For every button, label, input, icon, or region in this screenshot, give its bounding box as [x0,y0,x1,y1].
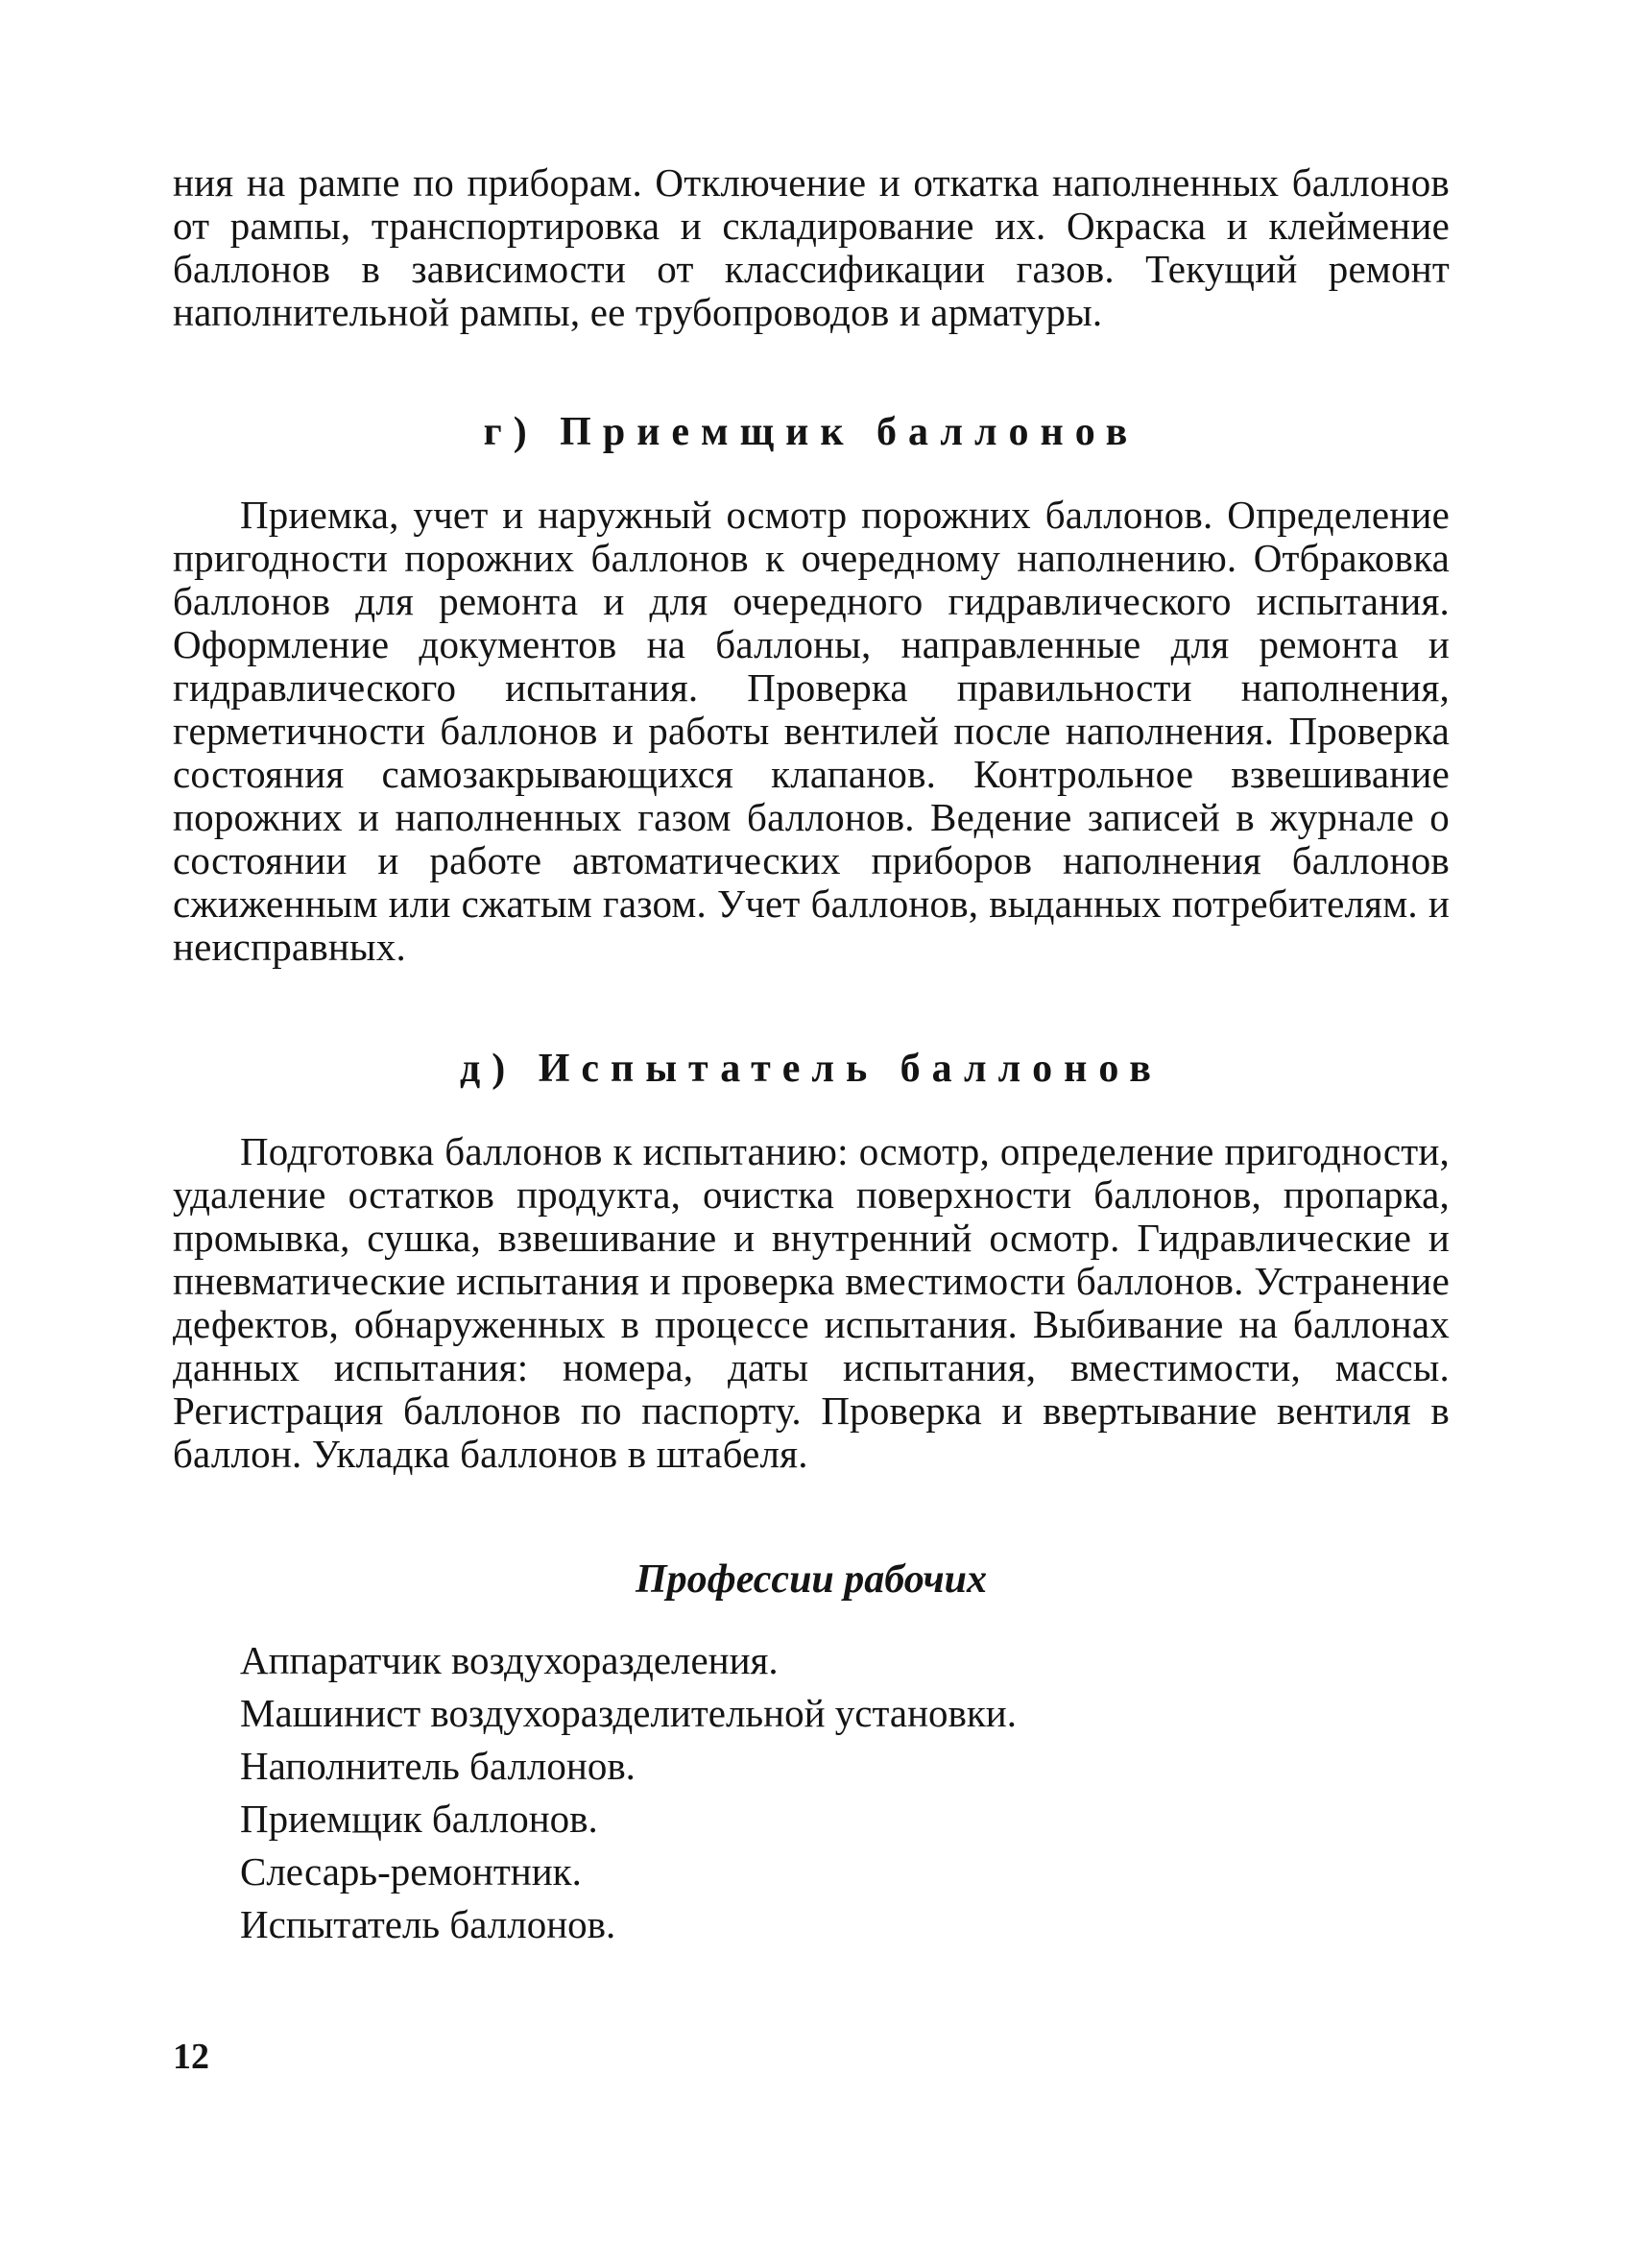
section-heading-tester: д) Испытатель баллонов [460,1047,1163,1091]
profession-item: Испытатель баллонов. [240,1902,616,1946]
intro-paragraph: ния на рампе по приборам. Отключение и откатка наполненных баллонов от рампы, транспортировка и складирование их. Окраска и клеймение баллонов в зависимости от классификации газов. Текущий ремонт наполнительной рампы, ее трубопроводов и арматуры. [173,160,1450,334]
profession-item: Наполнитель баллонов. [240,1744,636,1788]
section-paragraph-receiver: Приемка, учет и наружный осмотр порожних баллонов. Определение пригодности порожних баллонов к очередному наполнению. Отбраковка баллонов для ремонта и для очередного гидравлического испытания. Оформление документов на баллоны, направленные для ремонта и гидравлического испытания. Проверка правильности наполнения, герметичности баллонов и работы вентилей после наполнения. Проверка состояния самозакрывающихся клапанов. Контрольное взвешивание порожних и наполненных газом баллонов. Ведение записей в журнале о состоянии и работе автоматических приборов наполнения баллонов сжиженным или сжатым газом. Учет баллонов, выданных потребителям. и неисправных. [173,493,1450,969]
document-page [173,161,1450,1956]
profession-item: Слесарь-ремонтник. [240,1849,582,1894]
page-number: 12 [173,2037,209,2077]
profession-item: Приемщик баллонов. [240,1797,598,1841]
profession-item: Аппаратчик воздухоразделения. [240,1638,779,1682]
section-paragraph-tester: Подготовка баллонов к испытанию: осмотр, определение пригодности, удаление остатков продукта, очистка поверхности баллонов, пропарка, промывка, сушка, взвешивание и внутренний осмотр. Гидравлические и пневматические испытания и проверка вместимости баллонов. Устранение дефектов, обнаруженных в процессе испытания. Выбивание на баллонах данных испытания: номера, даты испытания, вместимости, массы. Регистрация баллонов по паспорту. Проверка и ввертывание вентиля в баллон. Укладка баллонов в штабеля. [173,1129,1450,1476]
profession-item: Машинист воздухоразделительной установки. [240,1691,1017,1735]
professions-list [173,1639,1450,1946]
professions-heading: Профессии рабочих [635,1557,988,1602]
section-heading-receiver: г) Приемщик баллонов [483,410,1140,454]
